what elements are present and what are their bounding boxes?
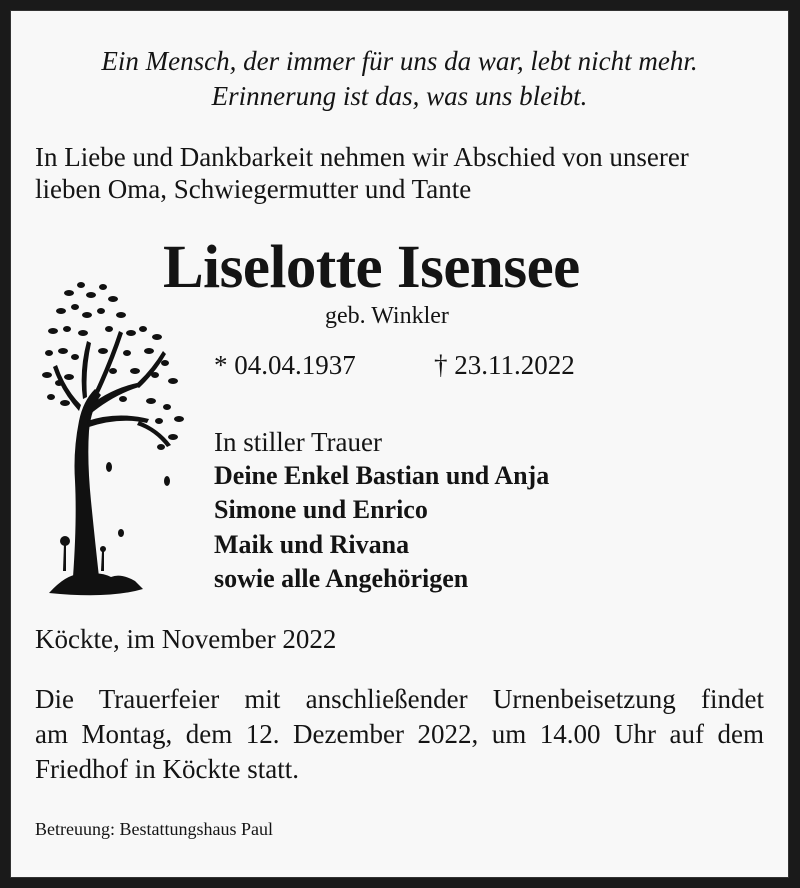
ceremony-line-2-text: am Montag, dem 12. Dezember 2022, um 14.00 Uhr auf dem	[35, 719, 764, 749]
ceremony-line-1-text: Die Trauerfeier mit anschließender Urnenbeisetzung findet	[35, 684, 764, 714]
place-date: Köckte, im November 2022	[35, 624, 337, 654]
death-date: † 23.11.2022	[434, 350, 575, 380]
mourners-heading: In stiller Trauer	[214, 427, 382, 457]
birth-date: * 04.04.1937	[214, 350, 356, 380]
obituary-card	[10, 10, 789, 878]
mourner-line-3: Maik und Rivana	[214, 530, 410, 559]
mourner-line-1: Deine Enkel Bastian und Anja	[214, 461, 550, 490]
mourner-line-4: sowie alle Angehörigen	[214, 564, 469, 593]
quote-line-2: Erinnerung ist das, was uns bleibt.	[211, 81, 588, 111]
funeral-home-credit: Betreuung: Bestattungshaus Paul	[35, 819, 273, 839]
deceased-name: Liselotte Isensee	[163, 234, 580, 301]
ceremony-line-2	[35, 719, 764, 750]
ceremony-line-1	[35, 684, 764, 715]
mourner-line-2: Simone und Enrico	[214, 495, 428, 524]
tree-icon	[39, 271, 189, 601]
ceremony-line-3: Friedhof in Köckte statt.	[35, 754, 299, 784]
intro-line-2: lieben Oma, Schwiegermutter und Tante	[35, 174, 472, 204]
intro-line-1: In Liebe und Dankbarkeit nehmen wir Abschied von unserer	[35, 142, 689, 172]
quote-line-1: Ein Mensch, der immer für uns da war, lebt nicht mehr.	[101, 46, 698, 76]
maiden-name: geb. Winkler	[325, 303, 449, 329]
